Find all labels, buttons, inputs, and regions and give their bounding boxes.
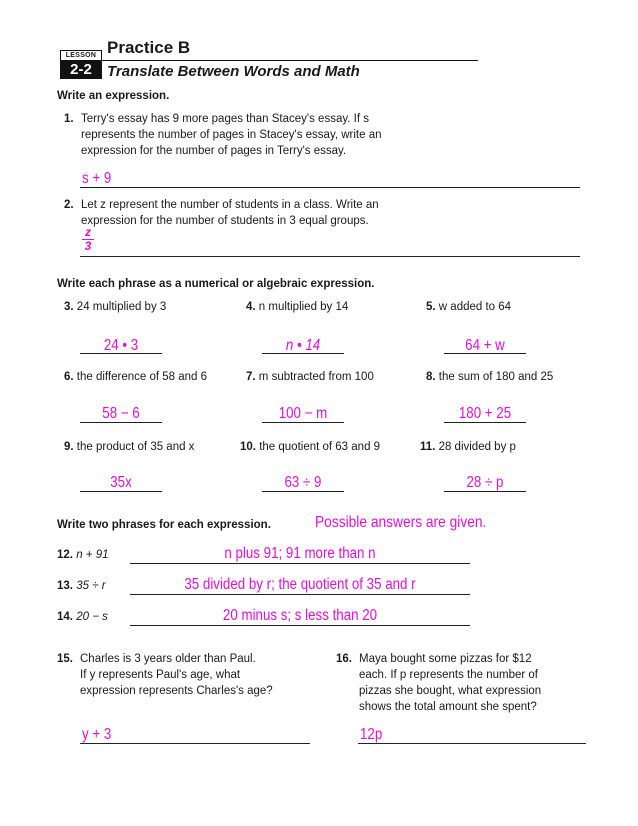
q15-number: 15. (57, 653, 73, 665)
q13-prompt: 13. 35 ÷ r (57, 580, 106, 592)
page-subtitle: Translate Between Words and Math (107, 63, 360, 80)
q4-answer-line (262, 353, 344, 354)
q7-answer: 100 − m (278, 405, 328, 422)
q5-answer-line (444, 353, 526, 354)
q12-answer: n plus 91; 91 more than n (224, 545, 376, 562)
q4-answer: n • 14 (285, 337, 321, 354)
q2-answer-denominator: 3 (84, 239, 92, 253)
q16-answer: 12p (360, 726, 383, 743)
q12-prompt: 12. n + 91 (57, 549, 109, 561)
q6-prompt: 6. the difference of 58 and 6 (64, 371, 208, 383)
q13-answer-line (130, 594, 470, 595)
q16-line3: pizzas she bought, what expression (359, 685, 542, 697)
q1-line1: Terry's essay has 9 more pages than Stacey's essay. If s (81, 113, 369, 125)
q10-prompt: 10. the quotient of 63 and 9 (240, 441, 381, 453)
section2-heading: Write each phrase as a numerical or algebraic expression. (57, 278, 375, 290)
q2-number: 2. (64, 199, 74, 211)
q2-answer-line (80, 256, 580, 257)
q1-number: 1. (64, 113, 74, 125)
q3-answer: 24 • 3 (103, 337, 139, 354)
q16-answer-line (358, 743, 586, 744)
section1-heading: Write an expression. (57, 90, 170, 102)
q5-prompt: 5. w added to 64 (426, 301, 512, 313)
q9-prompt: 9. the product of 35 and x (64, 441, 195, 453)
q1-line3: expression for the number of pages in Terry's essay. (81, 145, 347, 157)
q6-answer-line (80, 422, 162, 423)
q4-prompt: 4. n multiplied by 14 (246, 301, 349, 313)
q15-answer: y + 3 (82, 726, 112, 743)
section3-note: Possible answers are given. (315, 514, 487, 531)
q14-prompt: 14. 20 − s (57, 611, 108, 623)
q3-prompt: 3. 24 multiplied by 3 (64, 301, 167, 313)
q15-answer-line (80, 743, 310, 744)
q16-line1: Maya bought some pizzas for $12 (359, 653, 532, 665)
q1-line2: represents the number of pages in Stacey's essay, write an (81, 129, 382, 141)
header-rule (102, 60, 478, 61)
q15-line1: Charles is 3 years older than Paul. (80, 653, 256, 665)
q2-answer-numerator: z (85, 225, 91, 239)
q7-answer-line (262, 422, 344, 423)
q11-prompt: 11. 28 divided by p (420, 441, 516, 453)
q2-answer-fraction (81, 226, 95, 253)
q10-answer: 63 ÷ 9 (284, 474, 322, 491)
q9-answer-line (80, 491, 162, 492)
q9-answer: 35x (110, 474, 132, 491)
lesson-label: LESSON (60, 50, 102, 61)
q16-line2: each. If p represents the number of (359, 669, 538, 681)
q1-answer: s + 9 (82, 170, 112, 187)
q15-line2: If y represents Paul's age, what (80, 669, 241, 681)
section3-heading: Write two phrases for each expression. (57, 519, 271, 531)
q8-answer: 180 + 25 (458, 405, 512, 422)
q8-prompt: 8. the sum of 180 and 25 (426, 371, 554, 383)
q16-number: 16. (336, 653, 352, 665)
page-title: Practice B (107, 38, 191, 57)
q2-line2: expression for the number of students in 3 equal groups. (81, 215, 369, 227)
q2-line1: Let z represent the number of students in a class. Write an (81, 199, 379, 211)
q14-answer-line (130, 625, 470, 626)
q13-answer: 35 divided by r; the quotient of 35 and r (184, 576, 416, 593)
q11-answer-line (444, 491, 526, 492)
q7-prompt: 7. m subtracted from 100 (246, 371, 374, 383)
q16-line4: shows the total amount she spent? (359, 701, 537, 713)
q11-answer: 28 ÷ p (466, 474, 504, 491)
q6-answer: 58 − 6 (102, 405, 140, 422)
q14-answer: 20 minus s; s less than 20 (222, 607, 378, 624)
lesson-number: 2-2 (60, 61, 102, 79)
q5-answer: 64 + w (465, 337, 505, 354)
q12-answer-line (130, 563, 470, 564)
q8-answer-line (444, 422, 526, 423)
q3-answer-line (80, 353, 162, 354)
q1-answer-line (80, 187, 580, 188)
q10-answer-line (262, 491, 344, 492)
q15-line3: expression represents Charles's age? (80, 685, 273, 697)
